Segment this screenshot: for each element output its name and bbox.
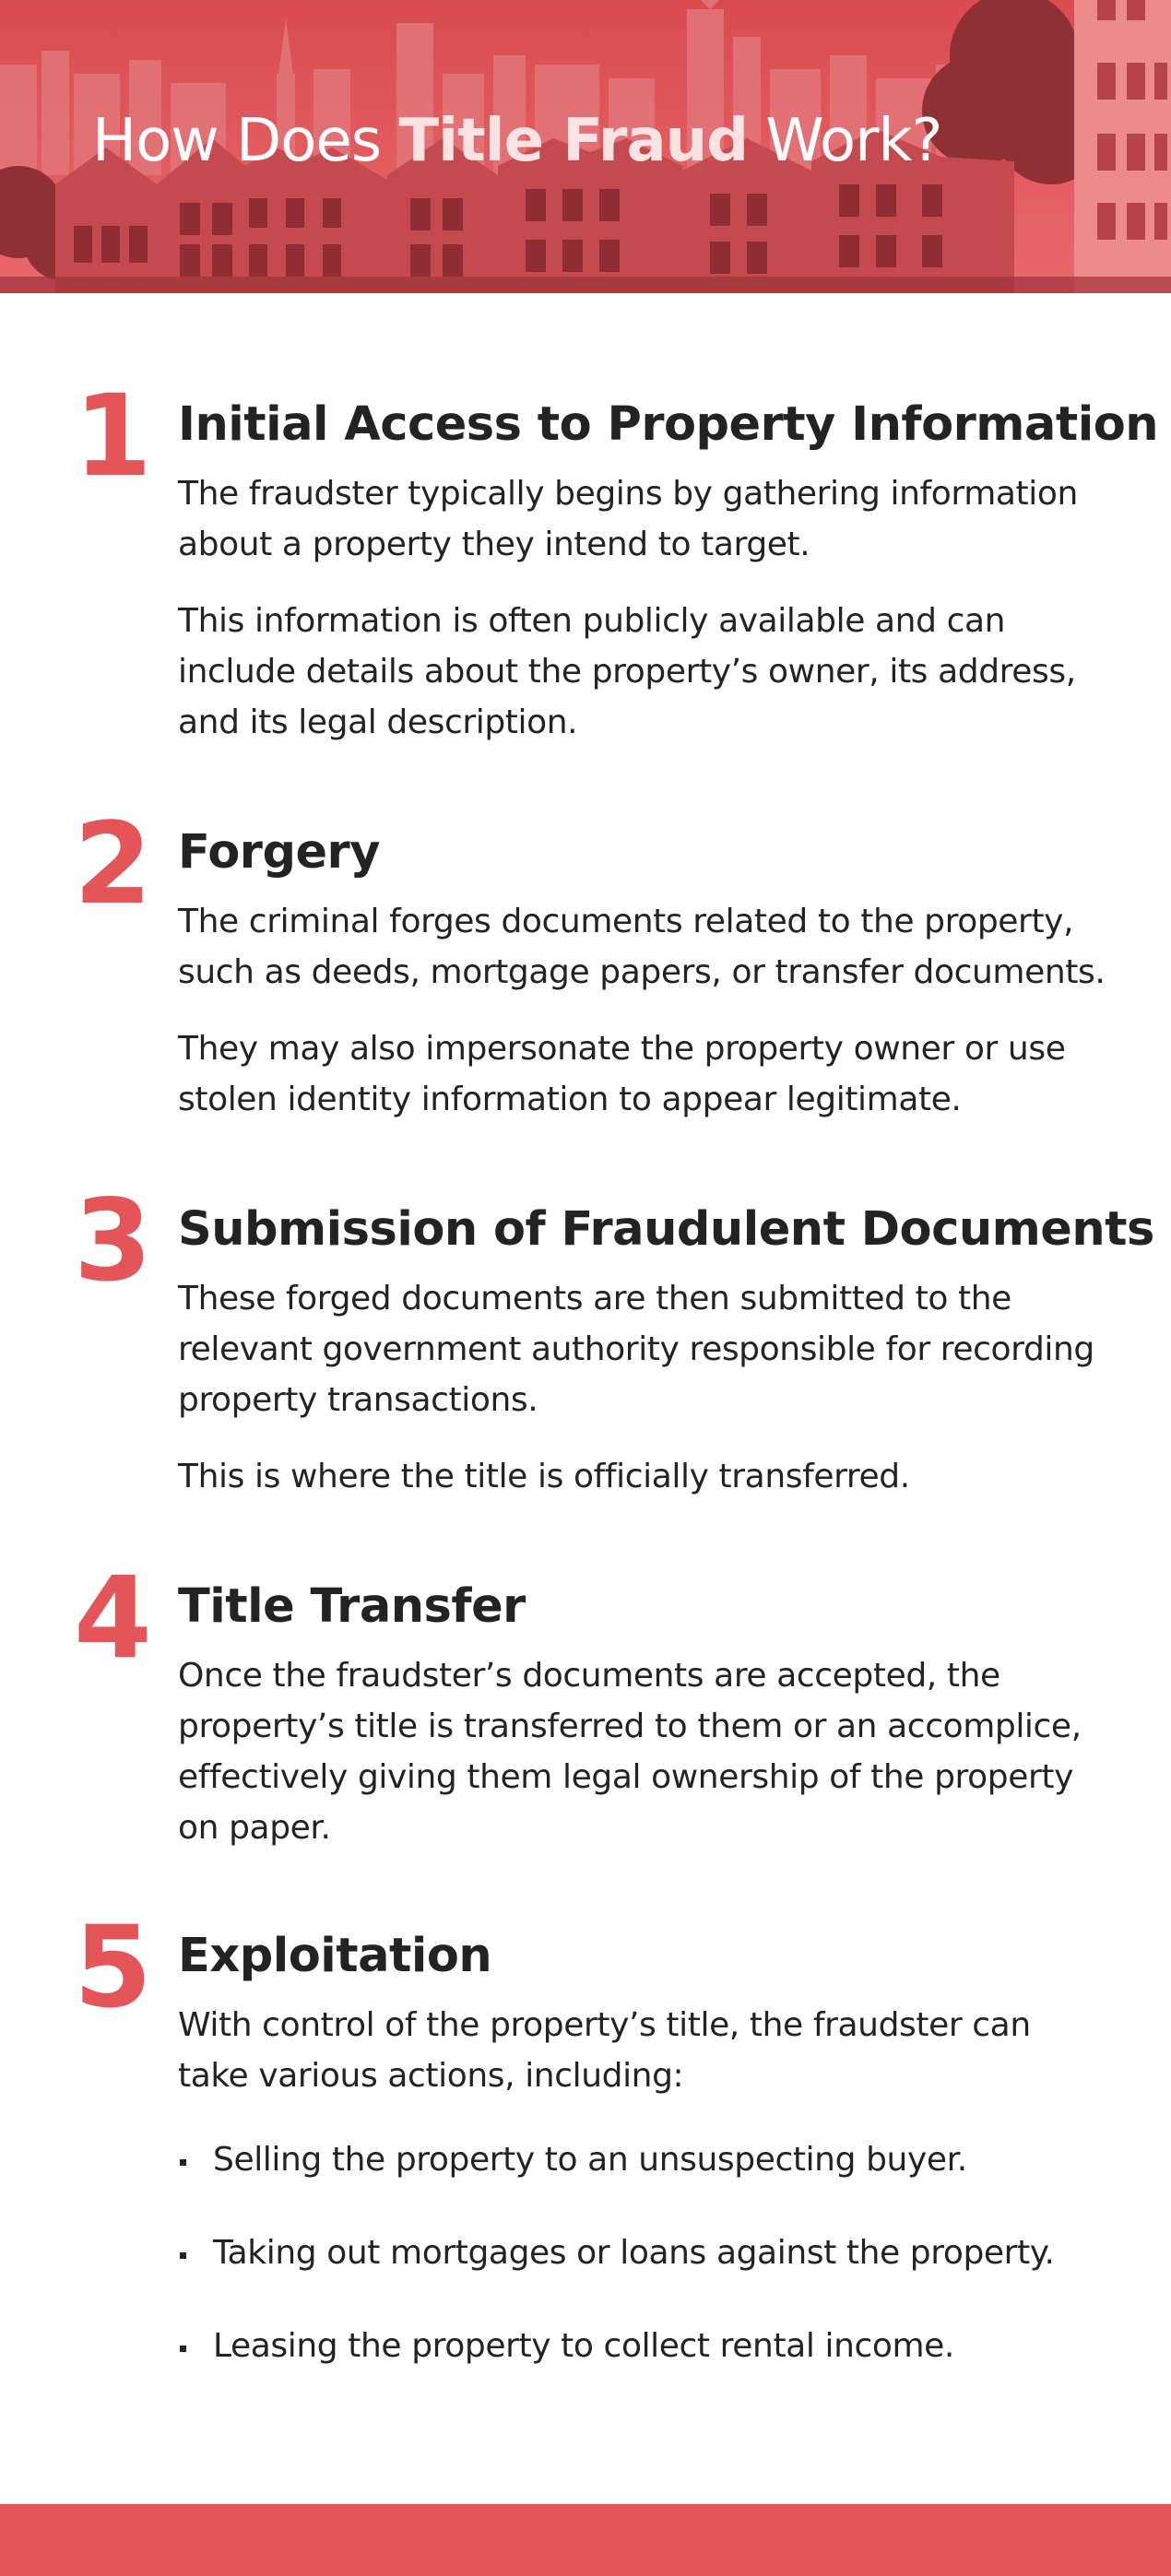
bullet-icon: [180, 2252, 186, 2259]
step-number: 5: [74, 1902, 152, 2033]
bullet-text: Selling the property to an unsuspecting buyer.: [213, 2141, 967, 2179]
step-paragraph: These forged documents are then submitted to the relevant government authority responsible for recording property transactions.: [178, 1280, 1094, 1419]
step-body: [178, 2000, 1109, 2414]
bullet-text: Taking out mortgages or loans against the property.: [213, 2234, 1055, 2272]
step-body: [178, 468, 1109, 774]
step-paragraph: They may also impersonate the property owner or use stolen identity information to appear legitimate.: [178, 1030, 1066, 1118]
step-number: 4: [74, 1553, 152, 1684]
bullet-icon: [180, 2346, 186, 2352]
step-paragraph: With control of the property’s title, the fraudster can take various actions, including:: [178, 2006, 1031, 2095]
bullet-text: Leasing the property to collect rental income.: [213, 2327, 954, 2365]
page-title: [92, 109, 941, 173]
step-paragraph: The criminal forges documents related to the property, such as deeds, mortgage papers, or transfer documents.: [178, 903, 1106, 991]
step-paragraph: This information is often publicly available and can include details about the property’s owner, its address, and its legal description.: [178, 602, 1076, 741]
step-paragraph: Once the fraudster’s documents are accepted, the property’s title is transferred to them or an accomplice, effectively giving them legal ownership of the property on paper.: [178, 1657, 1082, 1847]
step-number: 1: [74, 371, 152, 502]
step-title: Submission of Fraudulent Documents: [178, 1202, 1154, 1257]
step-paragraph: The fraudster typically begins by gathering information about a property they intend to target.: [178, 475, 1078, 563]
step-body: [178, 1273, 1109, 1528]
bullet-item: [178, 2227, 1109, 2278]
title-prefix: How Does: [92, 107, 399, 175]
step-body: [178, 896, 1109, 1151]
step-number: 3: [74, 1176, 152, 1306]
footer-bar: [0, 2504, 1171, 2576]
bullet-item: [178, 2134, 1109, 2185]
step-body: [178, 1650, 1109, 1879]
step-title: Title Transfer: [178, 1579, 526, 1634]
bullet-item: [178, 2321, 1109, 2371]
step-number: 2: [74, 798, 152, 929]
step-paragraph: This is where the title is officially transferred.: [178, 1458, 910, 1495]
step-title: Initial Access to Property Information: [178, 397, 1159, 452]
header-banner: [0, 0, 1171, 293]
bullet-icon: [180, 2159, 186, 2166]
step-title: Exploitation: [178, 1929, 492, 1983]
bullet-list: [178, 2134, 1109, 2371]
title-suffix: Work?: [748, 107, 942, 175]
step-title: Forgery: [178, 825, 380, 880]
title-accent: Title Fraud: [398, 107, 749, 175]
